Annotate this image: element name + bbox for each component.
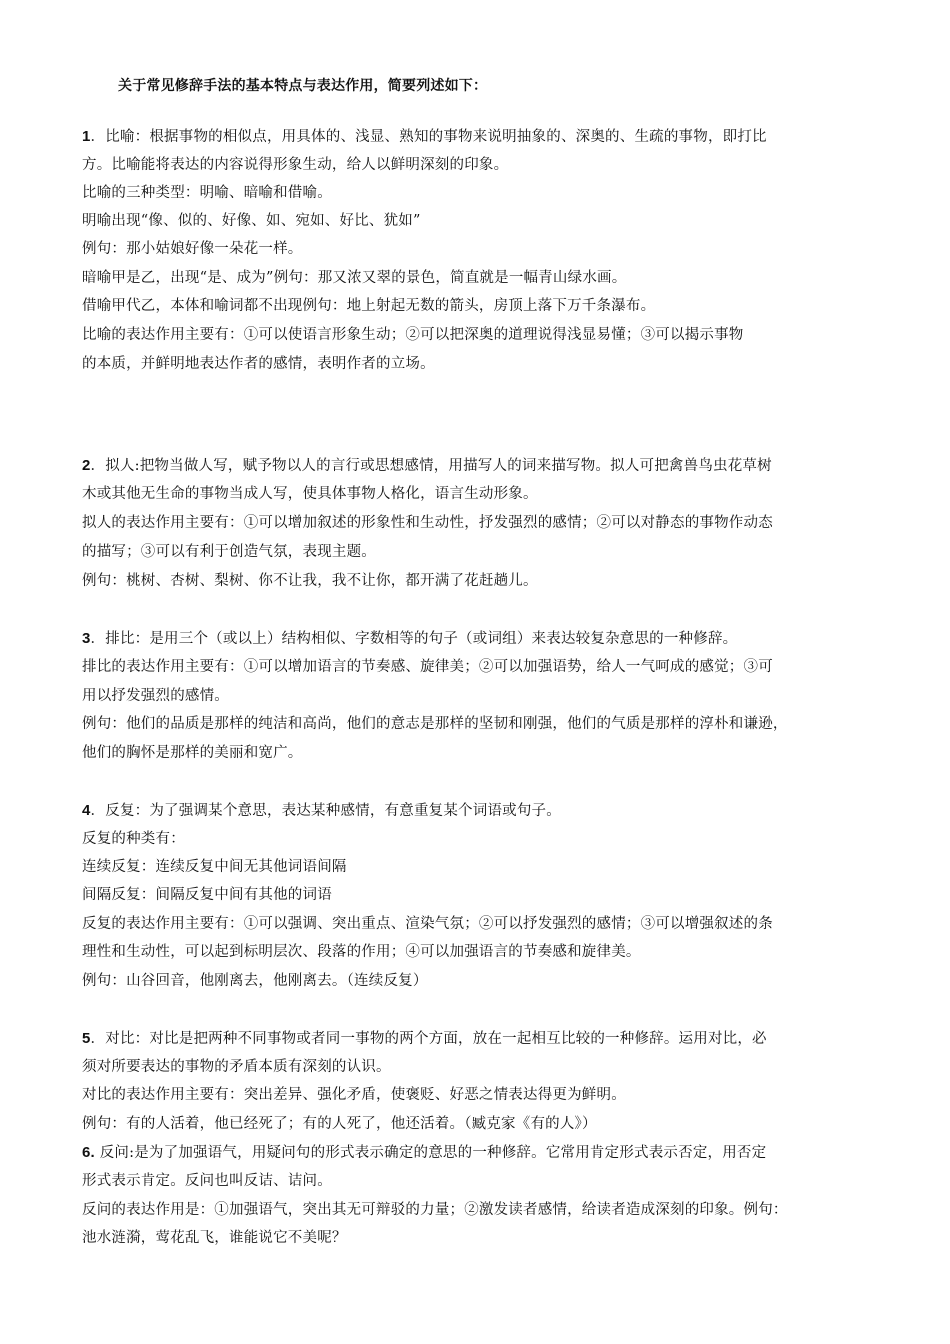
section-2-line-3: 拟人的表达作用主要有：①可以增加叙述的形象性和生动性，抒发强烈的感情；②可以对静态的事物作动态 (82, 515, 773, 531)
section-1-line-5: 例句：那小姑娘好像一朵花一样。 (82, 241, 303, 257)
section-number: 1 (82, 128, 91, 145)
section-4-line-4: 间隔反复：间隔反复中间有其他的词语 (82, 887, 332, 903)
section-2-line-4: 的描写；③可以有利于创造气氛，表现主题。 (82, 544, 376, 560)
section-1-line-8: 比喻的表达作用主要有：①可以使语言形象生动；②可以把深奥的道理说得浅显易懂；③可以揭示事物 (82, 327, 744, 343)
section-1-line-1: 1．比喻：根据事物的相似点，用具体的、浅显、熟知的事物来说明抽象的、深奥的、生疏的事物，即打比 (82, 128, 767, 145)
section-number: 2 (82, 457, 91, 474)
section-2-line-1: 2．拟人:把物当做人写，赋予物以人的言行或思想感情，用描写人的词来描写物。拟人可把禽兽鸟虫花草树 (82, 457, 772, 474)
section-number: 4 (82, 802, 91, 819)
section-4-line-5: 反复的表达作用主要有：①可以强调、突出重点、渲染气氛；②可以抒发强烈的感情；③可以增强叙述的条 (82, 916, 773, 932)
section-5-line-4: 例句：有的人活着，他已经死了；有的人死了，他还活着。（臧克家《有的人》） (82, 1116, 597, 1132)
section-2-line-5: 例句：桃树、杏树、梨树、你不让我，我不让你，都开满了花赶趟儿。 (82, 573, 538, 589)
intro-text: 关于常见修辞手法的基本特点与表达作用，简要列述如下： (118, 78, 488, 94)
section-5-line-1: 5．对比：对比是把两种不同事物或者同一事物的两个方面，放在一起相互比较的一种修辞。运用对比，必 (82, 1030, 767, 1047)
section-2-line-2: 木或其他无生命的事物当成人写，使具体事物人格化，语言生动形象。 (82, 486, 538, 502)
section-4-line-1: 4．反复：为了强调某个意思，表达某种感情，有意重复某个词语或句子。 (82, 802, 561, 819)
section-6-line-1: 6. 反问:是为了加强语气，用疑问句的形式表示确定的意思的一种修辞。它常用肯定形式表示否定，用否定 (82, 1144, 767, 1161)
section-1-line-3: 比喻的三种类型：明喻、暗喻和借喻。 (82, 185, 332, 201)
section-3-line-2: 排比的表达作用主要有：①可以增加语言的节奏感、旋律美；②可以加强语势，给人一气呵成的感觉；③可 (82, 659, 773, 675)
section-1-line-9: 的本质，并鲜明地表达作者的感情，表明作者的立场。 (82, 356, 435, 372)
section-6-line-3: 反问的表达作用是：①加强语气，突出其无可辩驳的力量；②激发读者感情，给读者造成深刻的印象。例句： (82, 1202, 788, 1218)
section-6-line-2: 形式表示肯定。反问也叫反诘、诘问。 (82, 1173, 332, 1189)
section-3-line-3: 用以抒发强烈的感情。 (82, 688, 229, 704)
section-number: 5 (82, 1030, 91, 1047)
section-number: 3 (82, 630, 91, 647)
section-6-line-4: 池水涟漪，莺花乱飞，谁能说它不美呢？ (82, 1230, 347, 1246)
section-4-line-7: 例句：山谷回音，他刚离去，他刚离去。（连续反复） (82, 973, 428, 989)
section-1-line-4: 明喻出现“像、似的、好像、如、宛如、好比、犹如” (82, 213, 421, 229)
section-3-line-1: 3．排比：是用三个（或以上）结构相似、字数相等的句子（或词组）来表达较复杂意思的一种修辞。 (82, 630, 738, 647)
section-1-line-2: 方。比喻能将表达的内容说得形象生动，给人以鲜明深刻的印象。 (82, 157, 509, 173)
section-4-line-3: 连续反复：连续反复中间无其他词语间隔 (82, 859, 347, 875)
section-4-line-6: 理性和生动性，可以起到标明层次、段落的作用；④可以加强语言的节奏感和旋律美。 (82, 944, 641, 960)
section-1-line-7: 借喻甲代乙，本体和喻词都不出现例句：地上射起无数的箭头，房顶上落下万千条瀑布。 (82, 298, 656, 314)
section-3-line-4: 例句：他们的品质是那样的纯洁和高尚，他们的意志是那样的坚韧和刚强，他们的气质是那样的淳朴和谦逊， (82, 716, 788, 732)
section-5-line-2: 须对所要表达的事物的矛盾本质有深刻的认识。 (82, 1059, 391, 1075)
section-number: 6. (82, 1144, 95, 1161)
section-5-line-3: 对比的表达作用主要有：突出差异、强化矛盾，使褒贬、好恶之情表达得更为鲜明。 (82, 1087, 626, 1103)
section-4-line-2: 反复的种类有： (82, 831, 185, 847)
section-1-line-6: 暗喻甲是乙，出现“是、成为”例句：那又浓又翠的景色，简直就是一幅青山绿水画。 (82, 270, 627, 286)
section-3-line-5: 他们的胸怀是那样的美丽和宽广。 (82, 745, 303, 761)
